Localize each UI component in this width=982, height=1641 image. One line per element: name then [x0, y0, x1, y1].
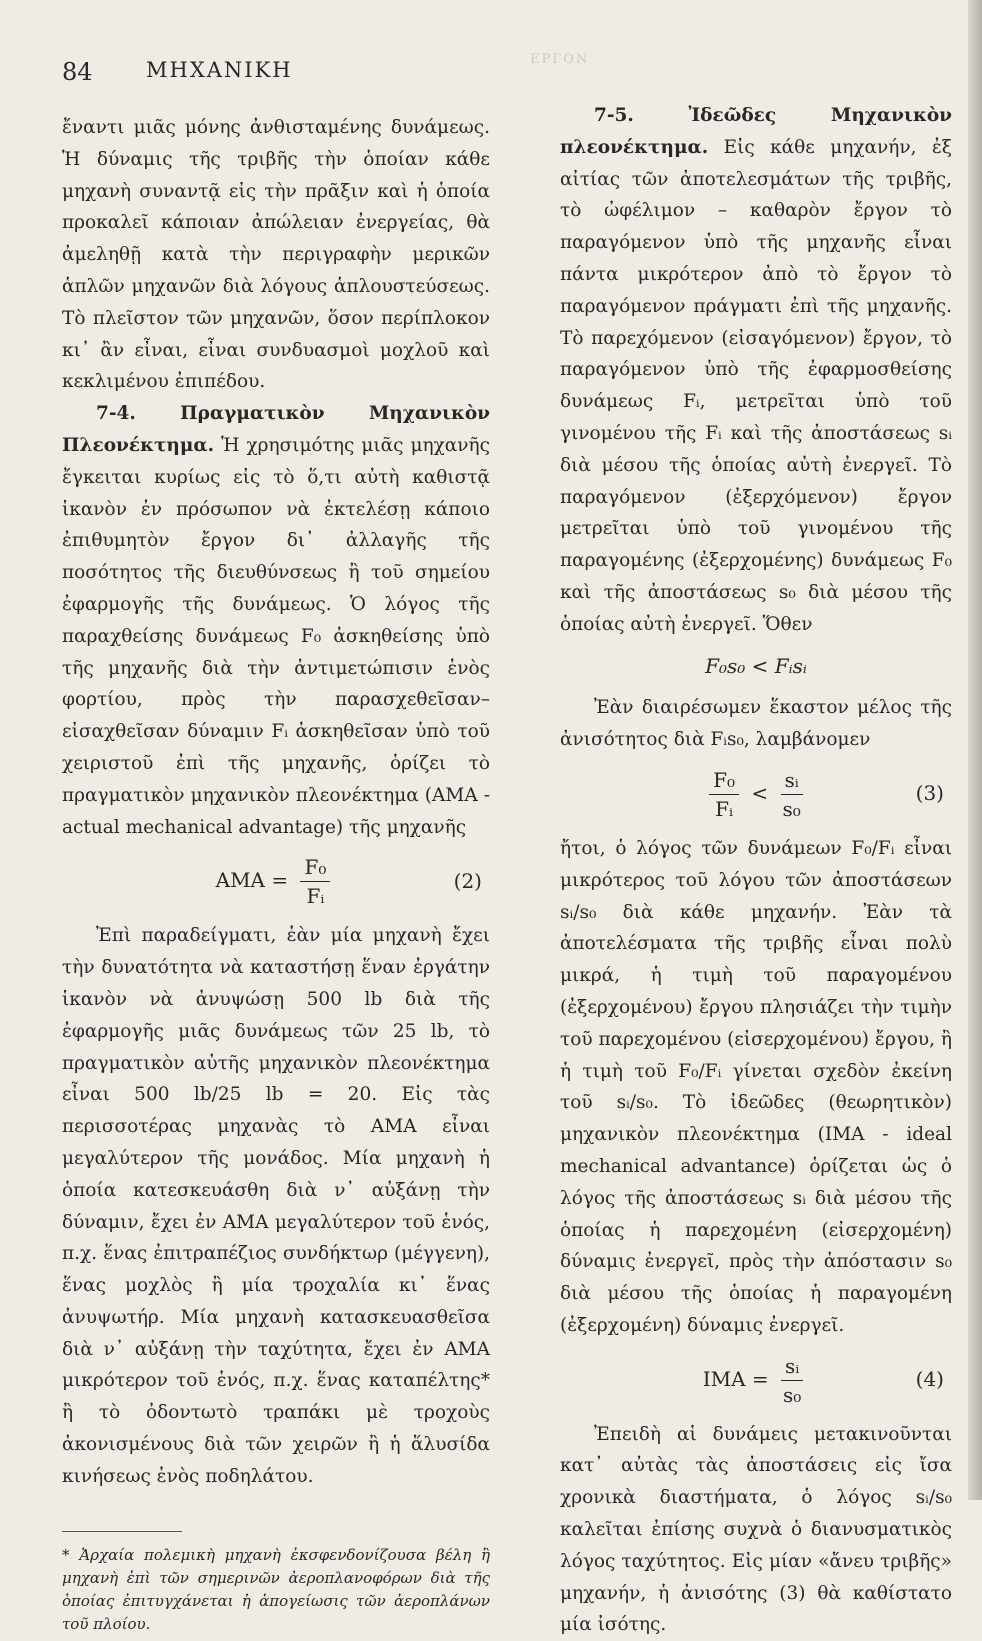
- paragraph: Ἐπειδὴ αἱ δυνάμεις μετακινοῦνται κατ᾽ αὐτὰς τὰς ἀποστάσεις εἰς ἴσα χρονικὰ διαστήματα, ὁ λόγος sᵢ/s₀ καλεῖται ἐπίσης συχνὰ ὁ διανυσματικὸς λόγος ταχύτητος. Εἰς μίαν «ἄνευ τριβῆς» μηχανήν, ἡ ἀνισότης (3) θὰ καθίστατο μία ἰσότης.: [560, 1423, 952, 1636]
- paragraph: Ἐὰν διαιρέσωμεν ἕκαστον μέλος τῆς ἀνισότητος διὰ Fᵢs₀, λαμβάνομεν: [560, 697, 952, 751]
- paragraph: ἤτοι, ὁ λόγος τῶν δυνάμεων F₀/Fᵢ εἶναι μικρότερος τοῦ λόγου τῶν ἀποστάσεων sᵢ/s₀ διὰ κάθε μηχανήν. Ἐὰν τὰ ἀποτελέσματα τῆς τριβῆς εἶναι πολὺ μικρά, ἡ τιμὴ τοῦ παραγομένου (ἐξερχομένου) ἔργου πλησιάζει τὴν τιμὴν τοῦ παρεχομένου (εἰσερχομένου) ἔργου, ἢ ἡ τιμὴ τοῦ F₀/Fᵢ γίνεται σχεδὸν ἐκείνη τοῦ sᵢ/s₀. Τὸ ἰδεῶδες (θεωρητικὸν) μηχανικὸν πλεονέκτημα (ΙΜΑ - ideal mechanical advantance) ὁρίζεται ὡς ὁ λόγος τῆς ἀποστάσεως sᵢ διὰ μέσου τῆς ὁποίας ἡ παρεχομένη (εἰσερχομένη) δύναμις ἐνεργεῖ, πρὸς τὴν ἀπόστασιν s₀ διὰ μέσου τῆς ὁποίας ἡ παραγομένη (ἐξερχομένη) δύναμις ἐνεργεῖ.: [560, 837, 952, 1336]
- fraction: [300, 853, 330, 910]
- footnote: * Ἀρχαία πολεμικὴ μηχανὴ ἐκσφενδονίζουσα βέλη ἢ μηχανὴ ἐπὶ τῶν σημερινῶν ἀεροπλανοφόρων διὰ τῆς ὁποίας ἐπιτυγχάνεται ἡ ἀπογείωσις τῶν ἀεροπλάνων τοῦ πλοίου.: [62, 1545, 490, 1633]
- page-header: [62, 52, 922, 92]
- bleed-through-text: ΕΡΓΟΝ: [530, 52, 590, 67]
- equation-label: (3): [915, 781, 944, 806]
- fraction-right: [781, 766, 803, 823]
- page-edge: [968, 0, 982, 1500]
- section-text: Ἡ χρησιμότης μιᾶς μηχανῆς ἔγκειται κυρίως εἰς τὸ ὅ,τι αὐτὴ καθιστᾷ ἱκανὸν ἐν πρόσωπον νὰ ἐκτελέσῃ κάποιο ἐπιθυμητὸν ἔργον δι᾽ ἀλλαγῆς τῆς ποσότητος τῆς διευθύνσεως ἢ τοῦ σημείου ἐφαρμογῆς τῆς δυνάμεως. Ὁ λόγος τῆς παραχθείσης δυνάμεως F₀ ἀσκηθείσης ὑπὸ τῆς μηχανῆς διὰ τὴν ἀντιμετώπισιν ἑνὸς φορτίου, πρὸς τὴν παρασχεθεῖσαν–εἰσαχθεῖσαν δύναμιν Fᵢ ἀσκηθεῖσαν ὑπὸ τοῦ χειριστοῦ ἐπὶ τῆς μηχανῆς, ὁρίζει τὸ πραγματικὸν μηχανικὸν πλεονέκτημα (ΑΜΑ - actual mechanical advantage) τῆς μηχανῆς: [62, 434, 490, 838]
- numerator: sᵢ: [781, 766, 803, 795]
- section-7-4: [62, 398, 490, 843]
- section-7-5: [560, 100, 952, 641]
- equation-lhs: ΙΜΑ =: [702, 1366, 769, 1391]
- denominator: Fᵢ: [715, 796, 734, 821]
- less-than-sign: <: [751, 780, 769, 805]
- equation-label: (4): [915, 1367, 944, 1392]
- denominator: s₀: [782, 796, 801, 821]
- equation-lhs: ΑΜΑ =: [215, 868, 289, 893]
- left-column: [62, 112, 490, 1636]
- right-column: [560, 100, 952, 1641]
- numerator: sᵢ: [781, 1352, 803, 1381]
- section-title: 7-5. Ἰδεῶδες Μηχανικὸν πλεονέκτημα.: [560, 105, 952, 158]
- inequality-1: [560, 651, 952, 683]
- equation-label: (2): [453, 868, 482, 893]
- equation-4: [560, 1352, 952, 1409]
- inequality: F₀s₀ < Fᵢsᵢ: [705, 653, 807, 678]
- page-number: 84: [62, 58, 93, 86]
- equation-2: [62, 853, 490, 910]
- running-head: ΜΗΧΑΝΙΚΗ: [146, 58, 293, 82]
- fraction: [781, 1352, 803, 1409]
- numerator: F₀: [709, 766, 739, 795]
- denominator: Fᵢ: [306, 884, 325, 909]
- paragraph: ἔναντι μιᾶς μόνης ἀνθισταμένης δυνάμεως. Ἡ δύναμις τῆς τριβῆς τὴν ὁποίαν κάθε μηχανὴ συναντᾷ εἰς τὴν πρᾶξιν καὶ ἡ ὁποία προκαλεῖ κάποιαν ἀπώλειαν ἐνεργείας, θὰ ἀμεληθῇ κατὰ τὴν περιγραφὴν μερικῶν ἁπλῶν μηχανῶν διὰ λόγους ἁπλουστεύσεως. Τὸ πλεῖστον τῶν μηχανῶν, ὅσον περίπλοκον κι᾽ ἂν εἶναι, εἶναι συνδυασμοὶ μοχλοῦ καὶ κεκλιμένου ἐπιπέδου.: [62, 117, 490, 393]
- section-text: Εἰς κάθε μηχανήν, ἐξ αἰτίας τῶν ἀποτελεσμάτων τῆς τριβῆς, τὸ ὠφέλιμον – καθαρὸν ἔργον τὸ παραγόμενον ὑπὸ τῆς μηχανῆς εἶναι πάντα μικρότερον ἀπὸ τὸ ἔργον τὸ παραγόμενον πράγματι ἐπὶ τῆς μηχανῆς. Τὸ παρεχόμενον (εἰσαγόμενον) ἔργον, τὸ παραγόμενον ὑπὸ τῆς ἐφαρμοσθείσης δυνάμεως Fᵢ, μετρεῖται ὑπὸ τοῦ γινομένου τῆς Fᵢ καὶ τῆς ἀποστάσεως sᵢ διὰ μέσου τῆς ὁποίας αὐτὴ ἐνεργεῖ. Τὸ παραγόμενον (ἐξερχόμενον) ἔργον μετρεῖται ὑπὸ τοῦ γινομένου τῆς παραγομένης (ἐξερχομένης) δυνάμεως F₀ καὶ τῆς ἀποστάσεως s₀ διὰ μέσου τῆς ὁποίας αὐτὴ ἐνεργεῖ. Ὅθεν: [560, 136, 952, 635]
- footnote-rule: [62, 1531, 182, 1532]
- equation-3: [560, 766, 952, 823]
- numerator: F₀: [300, 853, 330, 882]
- paragraph: Ἐπὶ παραδείγματι, ἐὰν μία μηχανὴ ἔχει τὴν δυνατότητα νὰ καταστήσῃ ἕναν ἐργάτην ἱκανὸν νὰ ἀνυψώσῃ 500 lb διὰ τῆς ἐφαρμογῆς μιᾶς δυνάμεως τῶν 25 lb, τὸ πραγματικὸν αὐτῆς μηχανικὸν πλεονέκτημα εἶναι 500 lb/25 lb = 20. Εἰς τὰς περισσοτέρας μηχανὰς τὸ ΑΜΑ εἶναι μεγαλύτερον τῆς μονάδος. Μία μηχανὴ ἡ ὁποία κατεσκευάσθη διὰ ν᾽ αὐξάνῃ τὴν δύναμιν, ἔχει ἐν ΑΜΑ μεγαλύτερον τοῦ ἑνός, π.χ. ἕνας ἐπιτραπέζιος συνδήκτωρ (μέγγενη), ἕνας μοχλὸς ἢ μία τροχαλία κι᾽ ἕνας ἀνυψωτήρ. Μία μηχανὴ κατασκευασθεῖσα διὰ ν᾽ αὐξάνῃ τὴν ταχύτητα, ἔχει ἐν ΑΜΑ μικρότερον τοῦ ἑνός, π.χ. ἕνας καταπέλτης* ἢ τὸ ὀδοντωτὸ τραπάκι μὲ τροχοὺς ἀκονισμένους διὰ τῶν χειρῶν ἢ ἡ ἅλυσίδα κινήσεως ἑνὸς ποδηλάτου.: [62, 925, 490, 1487]
- fraction-left: [709, 766, 739, 823]
- denominator: s₀: [783, 1382, 802, 1407]
- section-title: 7-4. Πραγματικὸν Μηχανικὸν Πλεονέκτημα.: [62, 403, 490, 456]
